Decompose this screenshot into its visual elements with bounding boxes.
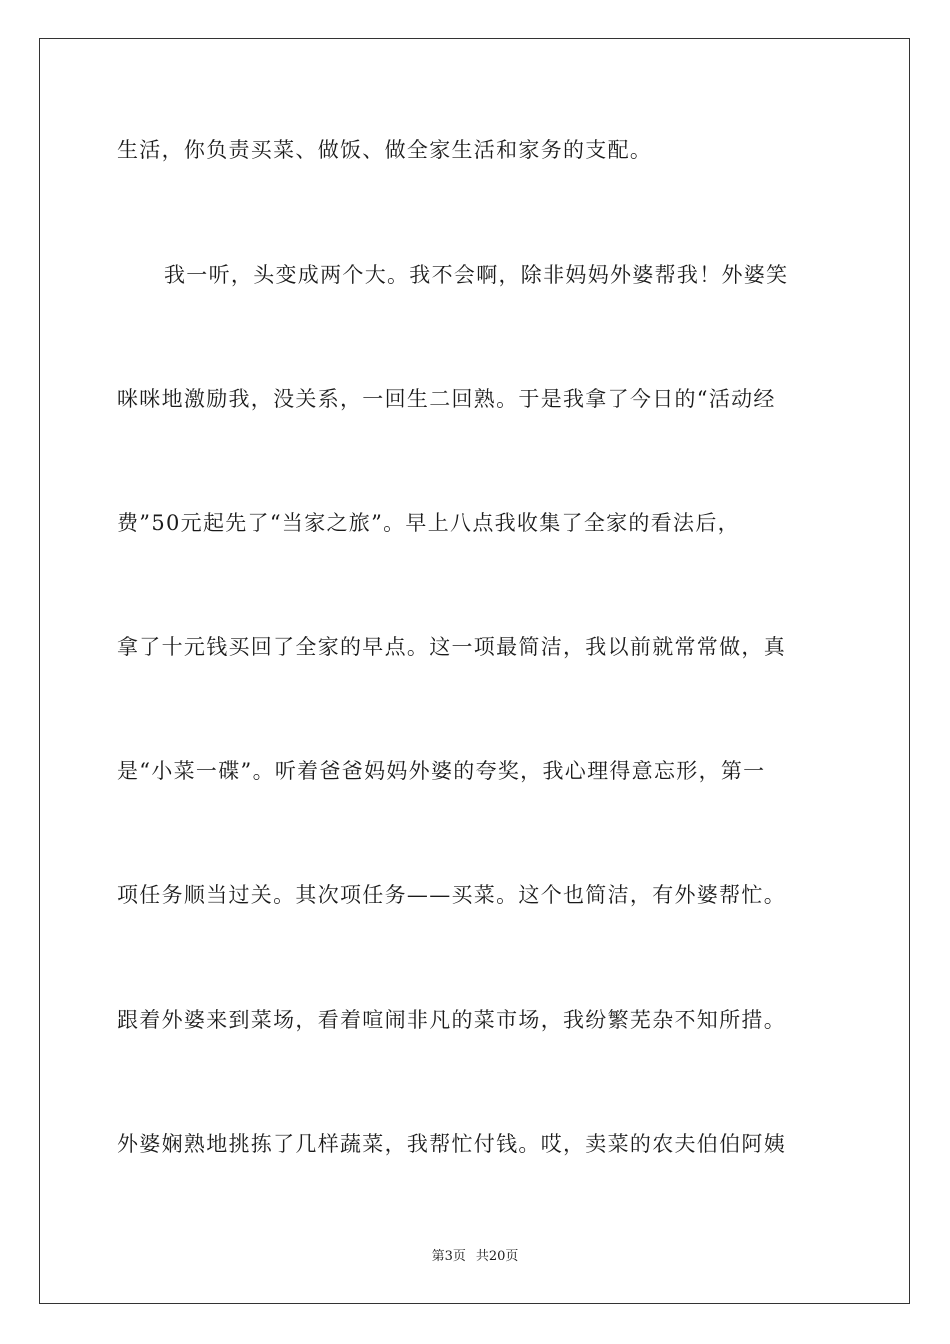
page-footer [0, 1248, 950, 1266]
body-text-line-3: 咪咪地激励我，没关系，一回生二回熟。于是我拿了今日的“活动经 [117, 387, 776, 411]
body-text-line-9: 外婆娴熟地挑拣了几样蔬菜，我帮忙付钱。哎，卖菜的农夫伯伯阿姨 [117, 1132, 786, 1156]
body-text-line-8: 跟着外婆来到菜场，看着喧闹非凡的菜市场，我纷繁芜杂不知所措。 [117, 1008, 786, 1032]
body-text-line-6: 是“小菜一碟”。听着爸爸妈妈外婆的夸奖，我心理得意忘形，第一 [117, 759, 766, 783]
body-text-line-5: 拿了十元钱买回了全家的早点。这一项最简洁，我以前就常常做，真 [117, 635, 786, 659]
page-total: 共20页 [475, 1249, 519, 1264]
body-text-line-7: 项任务顺当过关。其次项任务——买菜。这个也简洁，有外婆帮忙。 [117, 883, 786, 907]
body-text-line-2: 我一听，头变成两个大。我不会啊，除非妈妈外婆帮我！外婆笑 [164, 263, 789, 287]
page-number: 第3页 [431, 1249, 466, 1264]
page-border [39, 38, 910, 1304]
body-text-line-1: 生活，你负责买菜、做饭、做全家生活和家务的支配。 [117, 138, 653, 162]
body-text-line-4: 费”50元起先了“当家之旅”。早上八点我收集了全家的看法后， [117, 511, 740, 535]
